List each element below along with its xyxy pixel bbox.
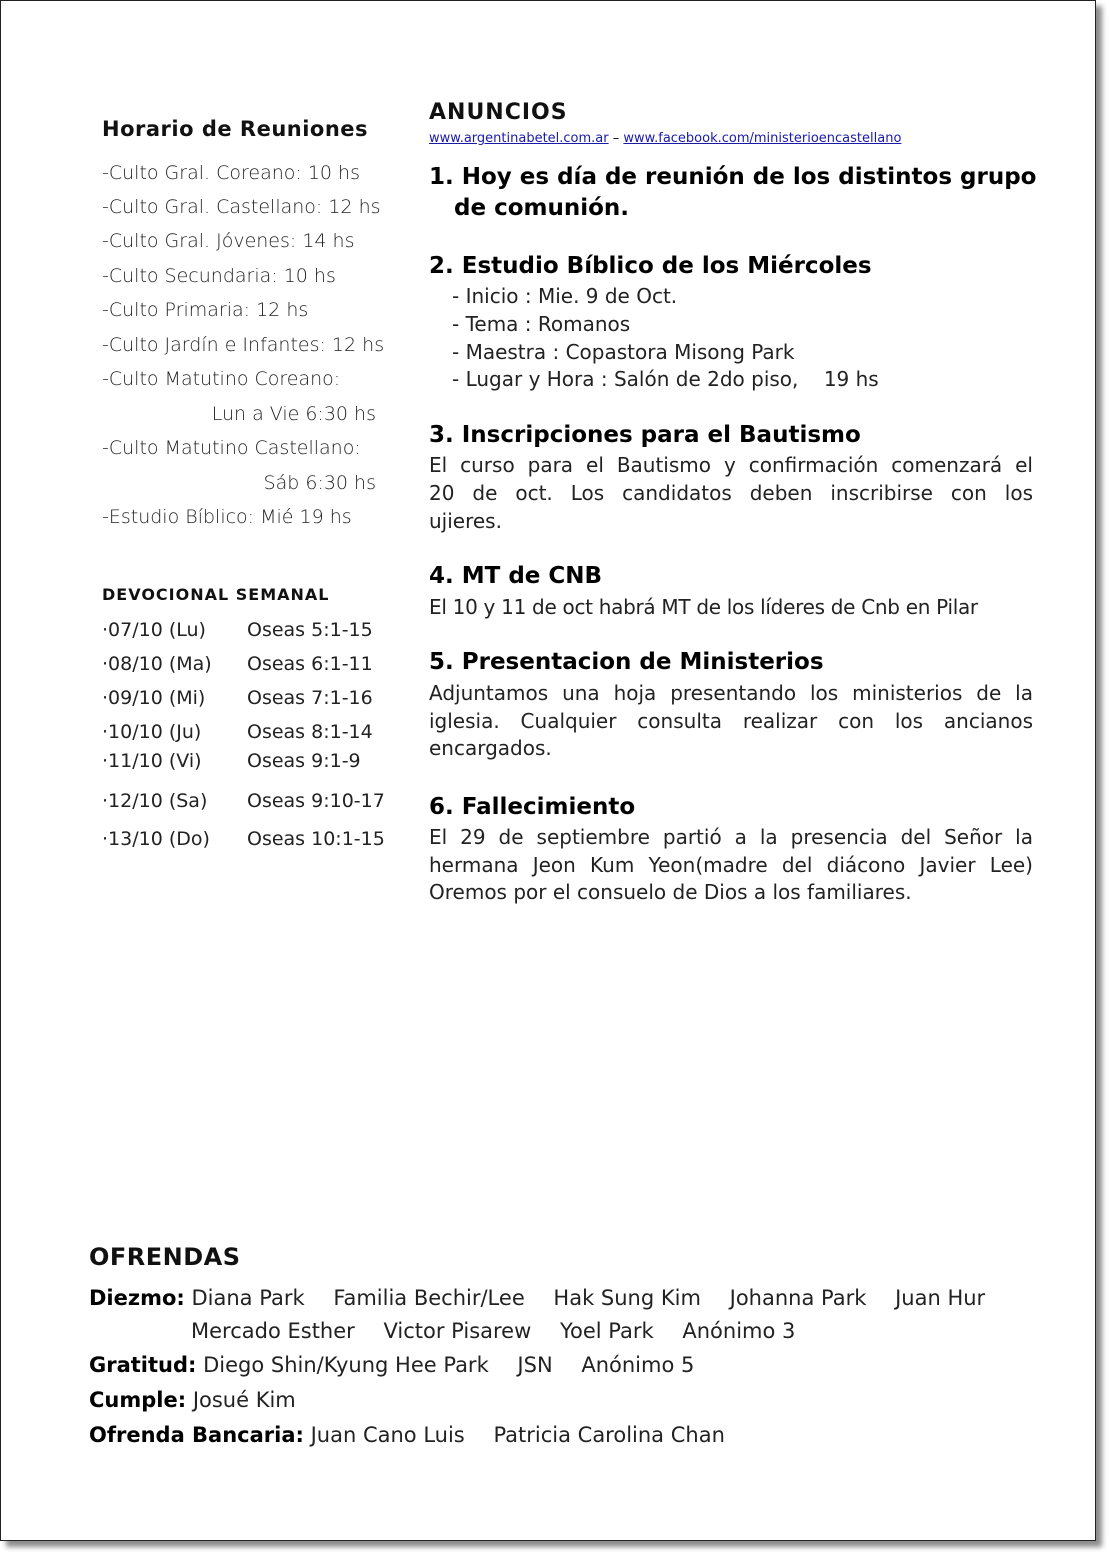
horario-item: -Culto Matutino Castellano: (102, 437, 361, 459)
offering-name: Diego Shin/Kyung Hee Park (203, 1353, 489, 1377)
horario-item: -Culto Jardín e Infantes: 12 hs (102, 334, 385, 356)
facebook-link[interactable]: www.facebook.com/ministerioencastellano (623, 131, 902, 146)
anuncio-1-title: 1. Hoy es día de reunión de los distintos grupo (429, 164, 1037, 190)
devocional-date: ·07/10 (Lu) (102, 619, 206, 641)
gratitud-line (89, 1353, 716, 1377)
offering-name: Hak Sung Kim (553, 1286, 701, 1310)
offering-name: Juan Cano Luis (310, 1423, 465, 1447)
anuncio-6-text: El 29 de septiembre partió a la presencia del Señor la (429, 825, 1033, 849)
devocional-date: ·12/10 (Sa) (102, 790, 208, 812)
anuncio-3-text: 20 de oct. Los candidatos deben inscribirse con los (429, 481, 1033, 505)
anuncio-2-item: - Lugar y Hora : Salón de 2do piso, 19 hs (452, 367, 879, 391)
devocional-title: DEVOCIONAL SEMANAL (102, 585, 330, 604)
devocional-date: ·08/10 (Ma) (102, 653, 212, 675)
anuncio-2-item: - Inicio : Mie. 9 de Oct. (452, 284, 678, 308)
devocional-reading: Oseas 6:1-11 (247, 653, 373, 675)
horario-item: -Culto Secundaria: 10 hs (102, 265, 336, 287)
anuncio-6-text: hermana Jeon Kum Yeon(madre del diácono Javier Lee) (429, 853, 1033, 877)
offering-name: Juan Hur (895, 1286, 986, 1310)
anuncio-5-text: iglesia. Cualquier consulta realizar con los ancianos (429, 709, 1033, 733)
devocional-date: ·13/10 (Do) (102, 828, 210, 850)
horario-item: -Culto Primaria: 12 hs (102, 299, 309, 321)
horario-item: -Culto Gral. Castellano: 12 hs (102, 196, 381, 218)
devocional-date: ·11/10 (Vi) (102, 750, 202, 772)
bancaria-label: Ofrenda Bancaria: (89, 1423, 304, 1447)
anuncio-4-text: El 10 y 11 de oct habrá MT de los líderes de Cnb en Pilar (429, 595, 978, 619)
anuncio-2-item: - Maestra : Copastora Misong Park (452, 340, 795, 364)
anuncios-title: ANUNCIOS (429, 100, 568, 125)
devocional-reading: Oseas 8:1-14 (247, 721, 373, 743)
devocional-reading: Oseas 10:1-15 (247, 828, 385, 850)
anuncio-4-title: 4. MT de CNB (429, 563, 603, 589)
anuncio-2-item: - Tema : Romanos (452, 312, 631, 336)
anuncio-3-title: 3. Inscripciones para el Bautismo (429, 422, 861, 448)
offering-name: JSN (517, 1353, 553, 1377)
horario-title: Horario de Reuniones (102, 117, 369, 141)
link-separator: – (612, 131, 620, 146)
offering-name: Patricia Carolina Chan (493, 1423, 725, 1447)
devocional-reading: Oseas 5:1-15 (247, 619, 373, 641)
cumple-line (89, 1388, 318, 1412)
ofrendas-title: OFRENDAS (89, 1243, 241, 1271)
offering-name: Anónimo 5 (581, 1353, 695, 1377)
anuncio-5-text: Adjuntamos una hoja presentando los ministerios de la (429, 681, 1033, 705)
devocional-date: ·09/10 (Mi) (102, 687, 206, 709)
anuncio-5-title: 5. Presentacion de Ministerios (429, 649, 824, 675)
anuncios-links (429, 131, 901, 146)
offering-name: Johanna Park (729, 1286, 867, 1310)
anuncio-3-text: El curso para el Bautismo y confirmación comenzará el (429, 453, 1033, 477)
diezmo-label: Diezmo: (89, 1286, 185, 1310)
anuncio-3-text: ujieres. (429, 509, 502, 533)
offering-name: Diana Park (191, 1286, 305, 1310)
devocional-reading: Oseas 9:10-17 (247, 790, 385, 812)
offering-name: Josué Kim (192, 1388, 296, 1412)
horario-item: -Estudio Bíblico: Mié 19 hs (102, 506, 352, 528)
offering-name: Yoel Park (559, 1319, 654, 1343)
anuncio-1-title-cont: de comunión. (454, 195, 630, 221)
diezmo-line-cont (191, 1319, 817, 1343)
devocional-date: ·10/10 (Ju) (102, 721, 202, 743)
horario-item: -Culto Gral. Jóvenes: 14 hs (102, 230, 355, 252)
devocional-reading: Oseas 7:1-16 (247, 687, 373, 709)
offering-name: Anónimo 3 (682, 1319, 796, 1343)
gratitud-label: Gratitud: (89, 1353, 197, 1377)
anuncio-6-text: Oremos por el consuelo de Dios a los familiares. (429, 880, 912, 904)
offering-name: Familia Bechir/Lee (333, 1286, 525, 1310)
horario-item: -Culto Matutino Coreano: (102, 368, 341, 390)
offering-name: Victor Pisarew (383, 1319, 532, 1343)
anuncio-6-title: 6. Fallecimiento (429, 794, 636, 820)
horario-item: Sáb 6:30 hs (263, 472, 376, 494)
devocional-reading: Oseas 9:1-9 (247, 750, 361, 772)
horario-item: Lun a Vie 6:30 hs (211, 403, 376, 425)
horario-item: -Culto Gral. Coreano: 10 hs (102, 162, 360, 184)
website-link[interactable]: www.argentinabetel.com.ar (429, 131, 609, 146)
diezmo-line (89, 1286, 1007, 1310)
anuncio-5-text: encargados. (429, 736, 552, 760)
bancaria-line (89, 1423, 747, 1447)
anuncio-2-title: 2. Estudio Bíblico de los Miércoles (429, 253, 872, 279)
cumple-label: Cumple: (89, 1388, 187, 1412)
offering-name: Mercado Esther (191, 1319, 355, 1343)
